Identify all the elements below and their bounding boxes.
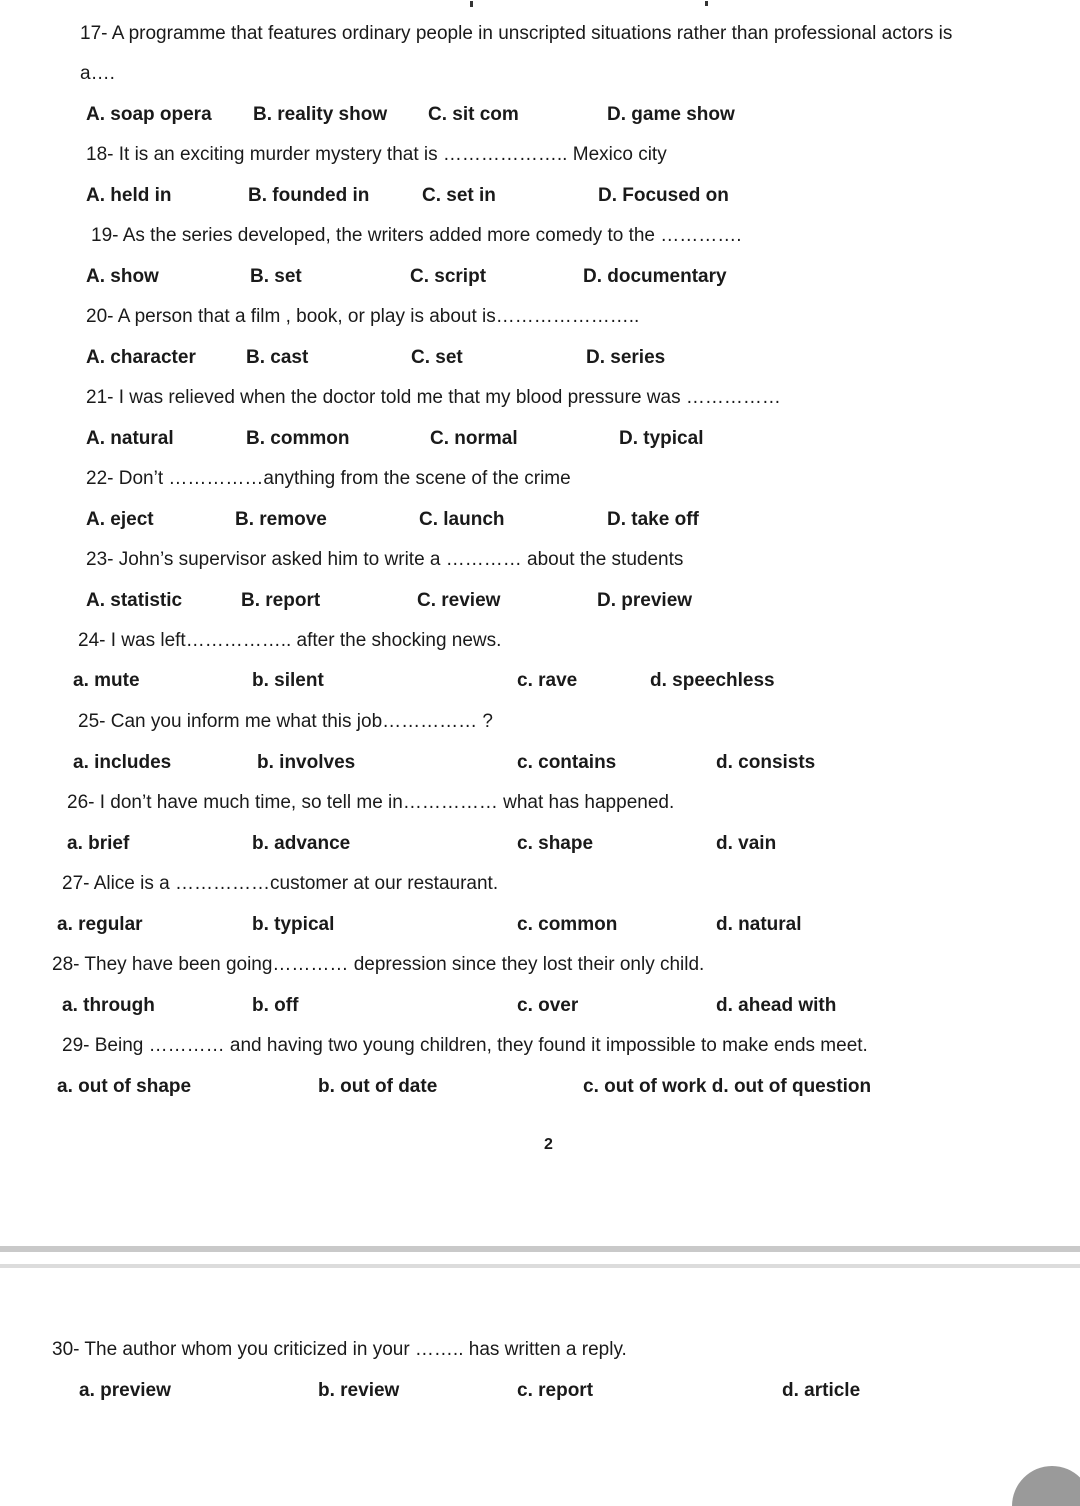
q18-option-b: B. founded in <box>248 185 370 206</box>
q30-option-a: a. preview <box>79 1380 171 1401</box>
q24-option-c: c. rave <box>517 670 578 691</box>
question-27-stem: 27- Alice is a ……………customer at our restaurant. <box>62 873 499 894</box>
q20-option-d: D. series <box>586 347 666 368</box>
q29-option-a: a. out of shape <box>57 1076 192 1097</box>
q21-option-a: A. natural <box>86 428 174 449</box>
q29-option-c-d: c. out of work d. out of question <box>583 1076 872 1097</box>
q22-option-d: D. take off <box>607 509 699 530</box>
q17-option-b: B. reality show <box>253 104 388 125</box>
q19-option-a: A. show <box>86 266 159 287</box>
question-24-stem: 24- I was left…………….. after the shocking news. <box>78 630 502 651</box>
q24-option-b: b. silent <box>252 670 324 691</box>
question-17-stem: 17- A programme that features ordinary people in unscripted situations rather than professional actors is <box>80 23 953 44</box>
q26-option-a: a. brief <box>67 833 130 854</box>
question-26-stem: 26- I don’t have much time, so tell me in…………… what has happened. <box>67 792 675 813</box>
question-23-stem: 23- John’s supervisor asked him to write a ………… about the students <box>86 549 684 570</box>
cropped-marks-svg <box>440 1 740 9</box>
q29-option-b: b. out of date <box>318 1076 438 1097</box>
question-17-stem-continued: a…. <box>80 63 115 84</box>
question-19-stem: 19- As the series developed, the writers added more comedy to the …………. <box>91 225 742 246</box>
q28-option-a: a. through <box>62 995 155 1016</box>
q18-option-a: A. held in <box>86 185 172 206</box>
q20-option-b: B. cast <box>246 347 309 368</box>
question-18-stem: 18- It is an exciting murder mystery that is ……………….. Mexico city <box>86 144 667 165</box>
q24-option-d: d. speechless <box>650 670 775 691</box>
q22-option-a: A. eject <box>86 509 154 530</box>
q26-option-d: d. vain <box>716 833 777 854</box>
q21-option-d: D. typical <box>619 428 704 449</box>
question-29-stem: 29- Being ………… and having two young children, they found it impossible to make ends meet. <box>62 1035 868 1056</box>
q25-option-b: b. involves <box>257 752 356 773</box>
page-break-divider-secondary <box>0 1264 1080 1268</box>
question-21-stem: 21- I was relieved when the doctor told me that my blood pressure was …………… <box>86 387 781 408</box>
q23-option-a: A. statistic <box>86 590 183 611</box>
question-28-stem: 28- They have been going………… depression since they lost their only child. <box>52 954 705 975</box>
q21-option-b: B. common <box>246 428 350 449</box>
page-break-divider <box>0 1246 1080 1252</box>
q22-option-b: B. remove <box>235 509 327 530</box>
q28-option-b: b. off <box>252 995 299 1016</box>
q24-option-a: a. mute <box>73 670 140 691</box>
q23-option-d: D. preview <box>597 590 693 611</box>
q21-option-c: C. normal <box>430 428 518 449</box>
q19-option-b: B. set <box>250 266 302 287</box>
q22-option-c: C. launch <box>419 509 505 530</box>
q27-option-b: b. typical <box>252 914 335 935</box>
q19-option-d: D. documentary <box>583 266 727 287</box>
q27-option-d: d. natural <box>716 914 802 935</box>
q27-option-a: a. regular <box>57 914 143 935</box>
q17-option-c: C. sit com <box>428 104 519 125</box>
q25-option-d: d. consists <box>716 752 816 773</box>
q19-option-c: C. script <box>410 266 487 287</box>
q20-option-c: C. set <box>411 347 463 368</box>
q30-option-c: c. report <box>517 1380 594 1401</box>
q30-option-d: d. article <box>782 1380 861 1401</box>
question-20-stem: 20- A person that a film , book, or play is about is………………….. <box>86 306 640 327</box>
q25-option-a: a. includes <box>73 752 172 773</box>
q17-option-d: D. game show <box>607 104 735 125</box>
q26-option-c: c. shape <box>517 833 594 854</box>
question-22-stem: 22- Don’t ……………anything from the scene of the crime <box>86 468 571 489</box>
q17-option-a: A. soap opera <box>86 104 212 125</box>
q28-option-d: d. ahead with <box>716 995 837 1016</box>
q27-option-c: c. common <box>517 914 618 935</box>
scroll-indicator-corner <box>1012 1466 1080 1506</box>
cropped-top-text-marks <box>440 0 740 4</box>
question-25-stem: 25- Can you inform me what this job…………… ? <box>78 711 493 732</box>
q28-option-c: c. over <box>517 995 579 1016</box>
q25-option-c: c. contains <box>517 752 617 773</box>
q18-option-d: D. Focused on <box>598 185 729 206</box>
page-number: 2 <box>544 1136 553 1153</box>
q26-option-b: b. advance <box>252 833 351 854</box>
q23-option-c: C. review <box>417 590 501 611</box>
q20-option-a: A. character <box>86 347 196 368</box>
q30-option-b: b. review <box>318 1380 400 1401</box>
question-30-stem: 30- The author whom you criticized in your …….. has written a reply. <box>52 1339 627 1360</box>
q23-option-b: B. report <box>241 590 321 611</box>
q18-option-c: C. set in <box>422 185 496 206</box>
